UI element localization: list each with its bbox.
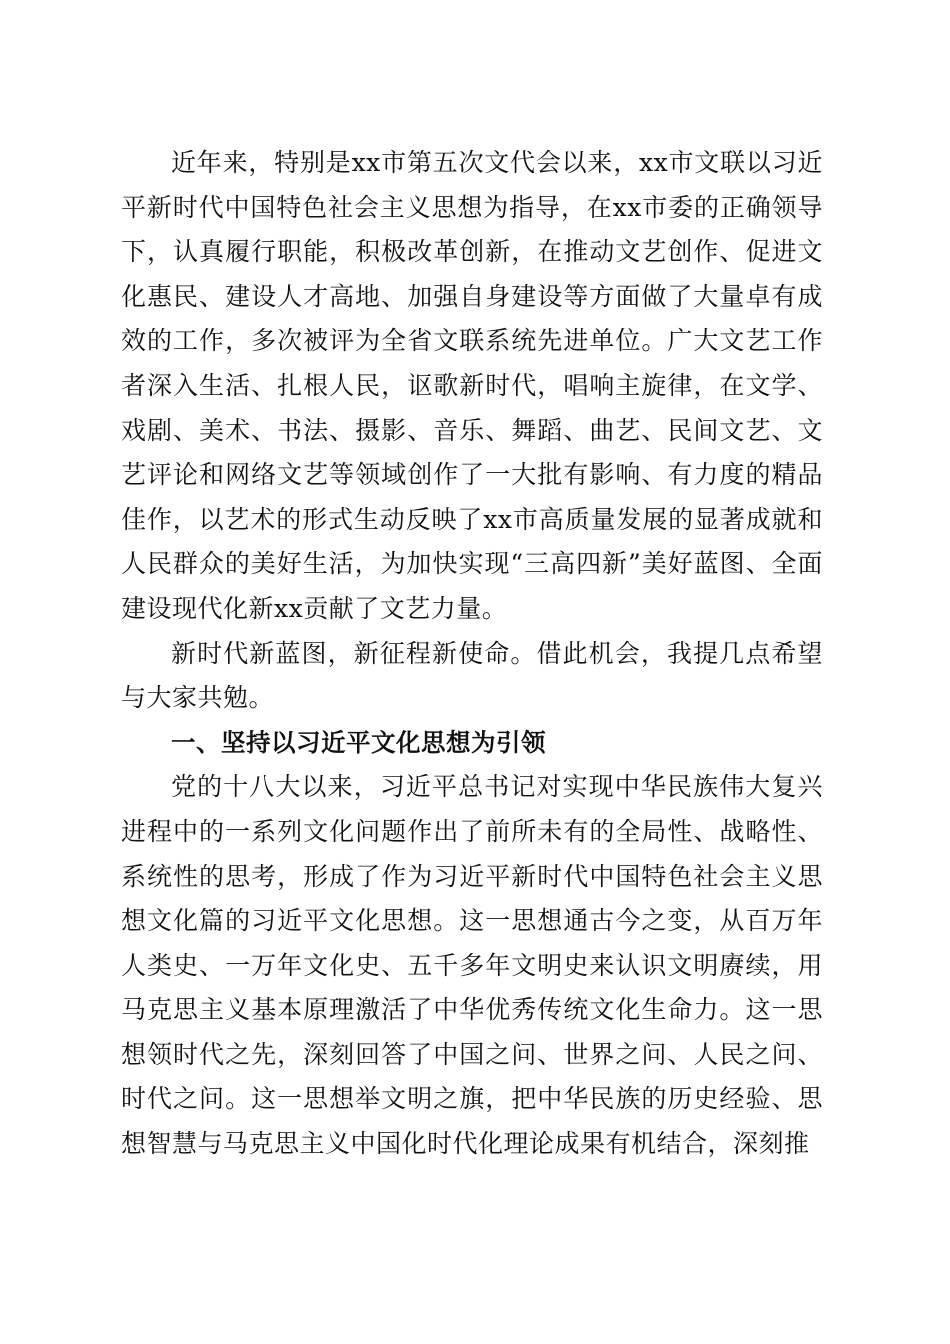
section-1-paragraph: 党的十八大以来，习近平总书记对实现中华民族伟大复兴进程中的一系列文化问题作出了前所未有的全局性、战略性、系统性的思考，形成了作为习近平新时代中国特色社会主义思想文化篇的习近平文化思想。这一思想通古今之变，从百万年人类史、一万年文化史、五千多年文明史来认识文明赓续，用马克思主义基本原理激活了中华优秀传统文化生命力。这一思想领时代之先，深刻回答了中国之问、世界之问、人民之问、时代之问。这一思想举文明之旗，把中华民族的历史经验、思想智慧与马克思主义中国化时代化理论成果有机结合，深刻推 [121,772,823,1159]
document-body [121,141,823,1167]
intro-paragraph-achievements: 近年来，特别是xx市第五次文代会以来，xx市文联以习近平新时代中国特色社会主义思想为指导，在xx市委的正确领导下，认真履行职能，积极改革创新，在推动文艺创作、促进文化惠民、建设人才高地、加强自身建设等方面做了大量卓有成效的工作，多次被评为全省文联系统先进单位。广大文艺工作者深入生活、扎根人民，讴歌新时代，唱响主旋律，在文学、戏剧、美术、书法、摄影、音乐、舞蹈、曲艺、民间文艺、文艺评论和网络文艺等领域创作了一大批有影响、有力度的精品佳作，以艺术的形式生动反映了xx市高质量发展的显著成就和人民群众的美好生活，为加快实现“三高四新”美好蓝图、全面建设现代化新xx贡献了文艺力量。 [121,148,823,623]
section-heading-1: 一、坚持以习近平文化思想为引领 [171,727,546,757]
intro-paragraph-wishes: 新时代新蓝图，新征程新使命。借此机会，我提几点希望与大家共勉。 [121,638,823,713]
